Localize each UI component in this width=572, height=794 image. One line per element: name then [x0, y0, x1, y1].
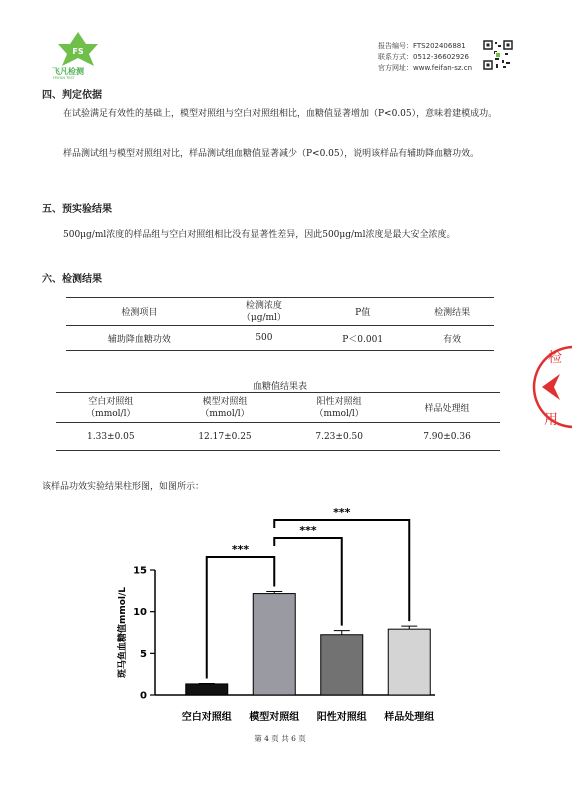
chart-intro: 该样品功效实验结果柱形图，如图所示： [42, 482, 205, 492]
y-tick-label: 5 [140, 648, 147, 660]
blood-glucose-table-caption: 血糖值结果表 [252, 382, 307, 392]
table-header-cell: P值 [315, 298, 410, 326]
blood-glucose-bar-chart [100, 505, 460, 730]
table-cell: 7.90±0.36 [394, 423, 500, 451]
table-header-cell: 检测项目 [66, 298, 213, 326]
section-6-title: 六、检测结果 [42, 274, 102, 285]
table-cell: P＜0.001 [315, 326, 410, 351]
x-tick-label: 阳性对照组 [316, 712, 367, 723]
section-4-title: 四、判定依据 [42, 90, 102, 101]
x-tick-label: 空白对照组 [181, 712, 232, 723]
table-cell: 500 [213, 326, 316, 351]
blood-glucose-table [56, 392, 500, 451]
table-cell: 辅助降血糖功效 [66, 326, 213, 351]
table-row [66, 326, 494, 351]
bar [253, 594, 295, 695]
section-5-para: 500μg/ml浓度的样品组与空白对照组相比没有显著性差异，因此500μg/ml浓度是最大安全浓度。 [63, 230, 456, 240]
section-4-para-1: 在试验满足有效性的基础上，模型对照组与空白对照组相比，血糖值显著增加（P<0.05），意味着建模成功。 [63, 109, 498, 119]
table-header-cell: 检测浓度 （μg/ml） [213, 298, 316, 326]
bar [321, 635, 363, 695]
qr-code-icon [483, 40, 513, 70]
table-cell: 有效 [410, 326, 494, 351]
brand-subtitle: FEIFAN TEST [53, 76, 75, 80]
section-5-title: 五、预实验结果 [42, 204, 112, 215]
bar [186, 684, 228, 695]
seal-char: 检 [548, 350, 562, 366]
brand-name: 飞凡检测 [52, 67, 84, 76]
table-cell: 1.33±0.05 [56, 423, 166, 451]
bar [388, 629, 430, 695]
y-tick-label: 10 [133, 607, 147, 619]
y-tick-label: 15 [133, 565, 147, 577]
table-header-cell: 阳性对照组 （mmol/l） [284, 393, 394, 423]
table-header-row [56, 393, 500, 423]
website: 官方网址：www.feifan-sz.cn [378, 64, 473, 72]
significance-label: *** [333, 506, 351, 519]
table-row [56, 423, 500, 451]
table-header-cell: 空白对照组 （mmol/l） [56, 393, 166, 423]
x-tick-label: 模型对照组 [249, 712, 300, 723]
section-4-para-2: 样品测试组与模型对照组对比，样品测试组血糖值显著减少（P<0.05），说明该样品有辅助降血糖功效。 [63, 149, 480, 159]
x-tick-label: 样品处理组 [384, 712, 435, 723]
significance-label: *** [231, 543, 250, 556]
y-tick-label: 0 [140, 690, 147, 702]
svg-text:FS: FS [72, 47, 84, 56]
y-axis-label: 斑马鱼血糖值mmol/L [118, 586, 128, 679]
significance-label: *** [299, 524, 317, 537]
report-number: 报告编号：FTS202406881 [378, 42, 466, 50]
table-header-cell: 模型对照组 （mmol/l） [166, 393, 285, 423]
table-header-cell: 检测结果 [410, 298, 494, 326]
seal-char: 用 [544, 412, 558, 428]
table-header-cell: 样品处理组 [394, 393, 500, 423]
table-cell: 12.17±0.25 [166, 423, 285, 451]
contact-info: 联系方式：0512-36602926 [378, 53, 469, 61]
table-cell: 7.23±0.50 [284, 423, 394, 451]
test-result-table [66, 297, 494, 351]
official-seal [532, 332, 572, 442]
table-header-row [66, 298, 494, 326]
page-footer: 第 4 页 共 6 页 [254, 734, 306, 743]
